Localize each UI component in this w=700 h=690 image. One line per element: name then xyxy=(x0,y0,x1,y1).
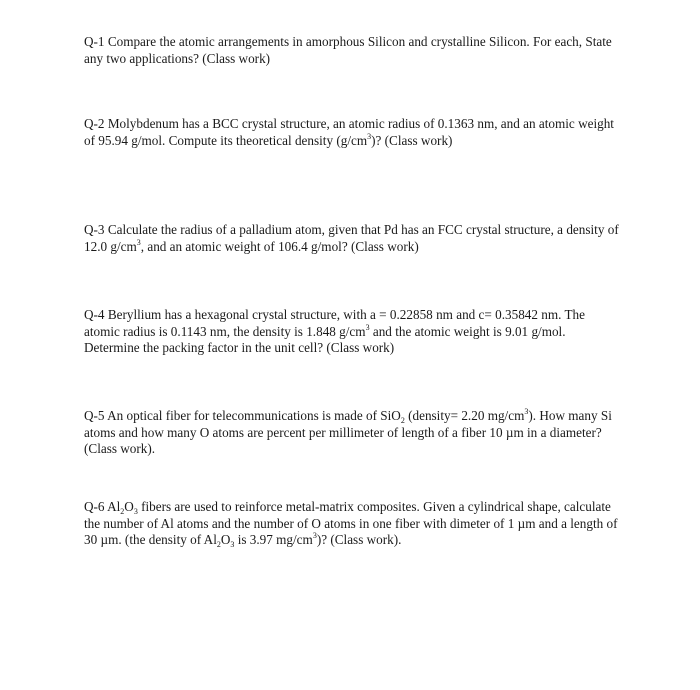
question-2 xyxy=(84,116,624,149)
question-text: and the atomic weight is 9.01 g/mol. Determine the packing factor in the unit cell? (Class work) xyxy=(84,323,566,355)
question-text: (density= 2.20 mg/cm xyxy=(404,408,525,423)
question-4 xyxy=(84,307,624,357)
question-label: Q-5 xyxy=(84,408,105,423)
subscript: 2 xyxy=(120,507,125,516)
question-text: Al xyxy=(107,499,121,514)
question-text: Molybdenum has a BCC crystal structure, an atomic radius of 0.1363 nm, and an atomic weight of 95.94 g/mol. Compute its theoretical density (g/cm xyxy=(84,116,614,148)
question-text: O xyxy=(124,499,134,514)
question-text: is 3.97 mg/cm xyxy=(234,532,313,547)
question-text: Compare the atomic arrangements in amorphous Silicon and crystalline Silicon. For each, State any two applications? (Class work) xyxy=(84,34,612,66)
question-text: ). How many Si atoms and how many O atoms are percent per millimeter of length of a fiber 10 µm in a diameter? (Class work). xyxy=(84,408,612,456)
superscript: 3 xyxy=(524,407,529,416)
question-label: Q-6 xyxy=(84,499,105,514)
superscript: 3 xyxy=(312,531,317,540)
superscript: 3 xyxy=(367,131,372,141)
question-3 xyxy=(84,222,624,255)
question-label: Q-1 xyxy=(84,34,105,49)
question-text: , and an atomic weight of 106.4 g/mol? (Class work) xyxy=(140,238,419,254)
question-text: Beryllium has a hexagonal crystal structure, with a = 0.22858 nm and c= 0.35842 nm. The atomic radius is 0.1143 nm, the density is 1.848 g/cm xyxy=(84,307,586,339)
question-label: Q-3 xyxy=(84,222,105,237)
question-5 xyxy=(84,408,624,458)
question-label: Q-2 xyxy=(84,116,105,131)
question-text: fibers are used to reinforce metal-matrix composites. Given a cylindrical shape, calculate the number of Al atoms and the number of O atoms in one fiber with dimeter of 1 µm and a length of 30 µm. (the density of Al xyxy=(84,499,618,547)
subscript: 3 xyxy=(230,540,235,549)
question-text: Calculate the radius of a palladium atom, given that Pd has an FCC crystal structure, a density of 12.0 g/cm xyxy=(84,222,619,254)
question-text: An optical fiber for telecommunications is made of SiO xyxy=(107,408,401,423)
superscript: 3 xyxy=(365,322,370,332)
question-1 xyxy=(84,34,624,67)
subscript: 3 xyxy=(133,507,138,516)
superscript: 3 xyxy=(136,237,141,247)
question-text: )? (Class work) xyxy=(371,132,453,148)
question-text: O xyxy=(220,532,231,547)
question-label: Q-4 xyxy=(84,307,105,322)
question-text: )? (Class work). xyxy=(316,532,402,547)
subscript: 2 xyxy=(400,416,405,425)
subscript: 2 xyxy=(216,540,221,549)
question-6 xyxy=(84,499,624,549)
